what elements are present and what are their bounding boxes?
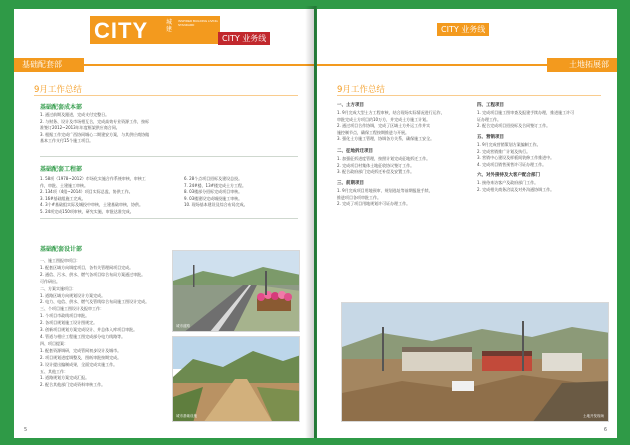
- month-title: 9月工作总结: [34, 85, 82, 95]
- col1-text: 1. 加强征拆进度管理，按照计划完成征地拆迁工作。 2. 完成项目村集体土地征收协议签订工作。 3. 配合政府部门完成拆迁补偿及安置工作。: [337, 156, 431, 175]
- logo-city-wordmark: CITY: [94, 18, 149, 43]
- top-green-bar: [317, 6, 617, 9]
- section-header: 土地拓展部: [547, 58, 617, 72]
- subhead: 三、前期项目: [337, 181, 364, 186]
- logo-cn-text: 城建: [166, 19, 173, 33]
- page-number: 6: [603, 427, 607, 433]
- construction-photo-art: [342, 303, 609, 422]
- logo-tagline: INSPIRED BUILDING LIVING STANDARD: [178, 19, 218, 27]
- col2-text: 1. 9月完成营销策划方案编制工作。 2. 完成营销推广计划及执行。 3. 营销中心建设及样板间装修工作推进中。 4. 完成项目销售预售许可证办理工作。: [477, 142, 555, 167]
- left-page: [14, 6, 314, 438]
- top-green-bar: [14, 6, 314, 9]
- col2-text: 1. 完成项目施工图审查及报建手续办理，推进施工许可 证办理工作。 2. 配合完成项目招投标及合同签订工作。: [477, 110, 575, 129]
- photo-caption: 城市道路: [176, 324, 190, 328]
- business-line-tab: CITY 业务线: [437, 23, 489, 36]
- right-page: [317, 6, 617, 438]
- business-line-tab: CITY 业务线: [218, 32, 270, 45]
- block-text-cost: 1. 通过前期及跟进，完成支付完整日。 2. 与财务、设计及市场相互合，完成高效专业资源工作，按标 准签订2012~2013年年度框架供应商合同。 3. 根据工作完成广西协同城心二期建安方案，与其供应商协做 基本工作支付15个施工项目。: [40, 112, 150, 144]
- col1-text: 1. 9月完成项目用地预审、规划选址等前期报批手续， 推进项目各项审批工作。 2. 完成了项目用地规划许可证办理工作。: [337, 188, 433, 207]
- section-rule: [84, 64, 314, 66]
- photo-caption: 城市基础设施: [176, 414, 197, 418]
- block-title-design: 基础配套设计部: [40, 246, 83, 253]
- subhead: 四、工程项目: [477, 103, 504, 108]
- dirt-road-photo-art: [173, 337, 300, 422]
- block-text-design: 一、施工图报审项目： 1. 配套区域方向调度项目，各有关管理网项目完成。 2. 通信、污水、供水、燃气各项目综合布局方案通过审批。 可作研出。 二、方案实施项目： 1. 道路区域方向规划设计方案完成。 2. 电力、电信、供水、燃气及管线综合布局施工图设计完成。 三、个项目施工图设计及报审工作： 1. 个项目市政线项目审批。 2. 各项目规划施工设计图规定。 3. 创新项目规划方案完成设计、并总体入库项目审批。 4. 管道与相应工程施工图完成部分电力线路等。 四、项目提案： 1. 配套资源调研，完成管网初步设计及城市。 2. 项目规划进度调整及，图纸审批按期完成。 3. 设计提出编制成果，全面完成实施工作。 五、其他工作： 1. 道路规划方案完成汇报。 2. 配合其他部门完成资料审核工作。: [40, 258, 150, 388]
- page-number: 5: [24, 427, 28, 433]
- col1-text: 1. 9月完成大型土方工程审核，结合现场实际情况进行运作， 审批完成土方项目约10万方，并完成土方施工计划。 2. 通过项目合作协调，完成了区域土方外运工作并实 施控制节点，确保工程按期推进与开展。 3. 强化土方施工管理，协调各方关系，确保施工安全。: [337, 110, 445, 142]
- block-title-engineering: 基础配套工程部: [40, 166, 83, 173]
- col2-text: 1. 接待来访客户及政府部门工作。 2. 完成相关商务洽谈及对外沟通协调工作。: [477, 180, 555, 192]
- photo-dirt-road: [172, 336, 300, 422]
- section-header: 基础配套部: [14, 58, 84, 72]
- block-text-engineering-right: 6. 28个点项目招标及建设总投。 7. 24#楼、13#楼完成土方工程。 8. 03楼部分招标完成项目审核。 9. 03楼建设完成城投施工审核。 10. 现场基本建设及综合布局完成。: [184, 176, 248, 208]
- block-text-engineering-left: 1. 58项（1978~2012）市场化实施合作系统审核，审核工 作，审批、土建施工审核。 2. 134项（4组~2014）项目实际总监，协供工作。 3. 16#基础组施工完成。 4. 3个#基础组实际及城投中审核，土建基础审核，协供。 5. 24项完成150项审核，研究实施，审批达准完成。: [40, 176, 146, 214]
- divider: [40, 218, 298, 219]
- block-title-cost: 基础配套成本部: [40, 104, 83, 111]
- month-rule: [337, 95, 601, 96]
- subhead: 二、征地拆迁项目: [337, 149, 373, 154]
- month-title: 9月工作总结: [337, 85, 385, 95]
- subhead: 一、土方项目: [337, 103, 364, 108]
- section-rule: [317, 64, 547, 66]
- photo-construction-site: [341, 302, 609, 422]
- subhead: 五、营销项目: [477, 135, 504, 140]
- road-photo-art: [173, 251, 300, 332]
- photo-road: [172, 250, 300, 332]
- divider: [40, 156, 298, 157]
- photo-caption: 土地开发现场: [583, 414, 604, 418]
- month-rule: [34, 95, 298, 96]
- subhead: 六、对外接待及大客户配合部门: [477, 173, 540, 178]
